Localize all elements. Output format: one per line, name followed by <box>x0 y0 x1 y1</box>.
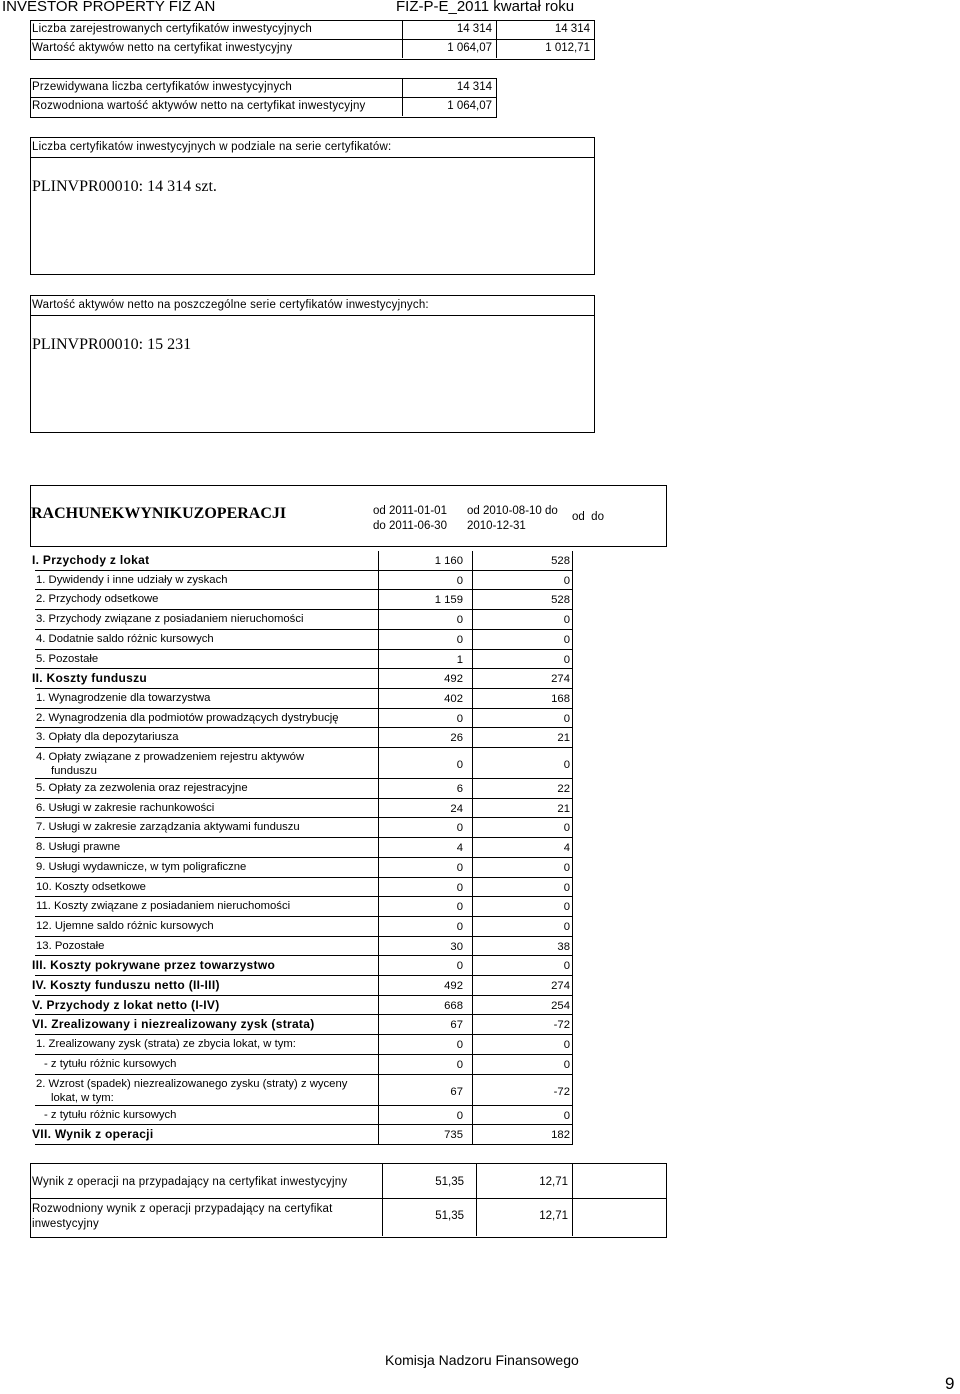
income-row-label <box>36 711 339 725</box>
income-row-label <box>32 1017 315 1031</box>
cert-row-label: Liczba zarejestrowanych certyfikatów inwestycyjnych <box>32 23 312 35</box>
series-nav-value: PLINVPR00010: 15 231 <box>32 336 192 353</box>
income-row-label <box>36 801 214 815</box>
income-row-v1: 0 <box>456 861 463 874</box>
income-row-label-line1: VII. Wynik z operacji <box>32 1127 154 1142</box>
income-row-v1: 0 <box>456 1058 463 1071</box>
diluted-row-label: Przewidywana liczba certyfikatów inwestycyjnych <box>32 81 292 93</box>
col2-from: od 2010-08-10 do <box>467 505 558 517</box>
income-row-label-line1: 7. Usługi w zakresie zarządzania aktywami funduszu <box>36 821 300 834</box>
income-row-label <box>36 1037 296 1051</box>
income-row-v1: 0 <box>456 759 463 771</box>
income-row-v2: 0 <box>563 653 570 666</box>
income-row-v2: 22 <box>557 783 570 795</box>
cert-row-v1: 14 314 <box>456 23 492 35</box>
income-row-v1: 67 <box>450 1085 463 1098</box>
row-divider <box>35 857 572 858</box>
income-row-v1: 67 <box>450 1019 463 1032</box>
income-row-v1: 0 <box>456 614 463 627</box>
column-divider <box>472 551 473 1145</box>
column-divider <box>378 551 379 1145</box>
row-divider <box>35 1124 572 1125</box>
row-divider <box>35 1105 572 1106</box>
income-row-v2: 528 <box>551 594 570 607</box>
income-row-label-line1: I. Przychody z lokat <box>32 553 150 567</box>
income-row-v1: 30 <box>450 940 463 953</box>
income-row-v2: 21 <box>557 802 570 815</box>
fund-name: INVESTOR PROPERTY FIZ AN <box>2 0 216 15</box>
income-row-label-line1: 11. Koszty związane z posiadaniem nieruchomości <box>36 900 291 913</box>
footer-org: Komisja Nadzoru Finansowego <box>385 1352 579 1368</box>
income-row-label-line2: lokat, w tym: <box>51 1091 114 1104</box>
income-row-label <box>36 939 104 953</box>
income-row-label <box>36 750 304 778</box>
income-row-label-line1: VI. Zrealizowany i niezrealizowany zysk (strata) <box>32 1017 315 1032</box>
col3-header: od do <box>572 511 604 523</box>
row-divider <box>35 668 572 669</box>
income-row-v2: -72 <box>553 1019 570 1032</box>
income-row-v1: 0 <box>456 960 463 973</box>
income-row-label <box>36 573 228 587</box>
per-cert-v2: 12,71 <box>539 1176 568 1188</box>
income-row-v1: 0 <box>456 881 463 894</box>
row-divider <box>35 1034 572 1035</box>
cert-row-label: Wartość aktywów netto na certyfikat inwestycyjny <box>32 42 293 54</box>
income-row-v2: 0 <box>563 861 570 874</box>
per-cert-v2: 12,71 <box>539 1210 568 1222</box>
income-row-v2: 0 <box>563 614 570 627</box>
income-row-v1: 1 159 <box>434 594 463 607</box>
row-divider <box>35 589 572 590</box>
income-row-label-line1: 1. Zrealizowany zysk (strata) ze zbycia lokat, w tym: <box>36 1038 296 1051</box>
income-row-label-line1: 8. Usługi prawne <box>36 841 121 854</box>
income-row-label <box>36 840 120 854</box>
income-row-v2: 0 <box>563 759 570 771</box>
income-row-label-line1: 4. Opłaty związane z prowadzeniem rejestru aktywów <box>36 751 305 763</box>
cert-row-v1: 1 064,07 <box>447 42 492 54</box>
income-row-label <box>32 553 149 567</box>
income-row-v1: 492 <box>444 673 463 686</box>
col2-to: 2010-12-31 <box>467 520 526 532</box>
income-row-v2: 0 <box>563 881 570 894</box>
row-divider <box>35 629 572 630</box>
income-row-label-line1: V. Przychody z lokat netto (I-IV) <box>32 997 220 1012</box>
income-row-label <box>36 880 146 894</box>
income-row-v1: 0 <box>456 920 463 933</box>
diluted-row-v1: 1 064,07 <box>447 100 492 112</box>
row-divider <box>35 955 572 956</box>
row-divider <box>35 1014 572 1015</box>
row-divider <box>35 778 572 779</box>
income-row-v2: 274 <box>551 980 570 992</box>
income-row-v2: 0 <box>563 960 570 973</box>
income-row-v2: 0 <box>563 920 570 933</box>
income-row-v1: 0 <box>456 574 463 587</box>
income-row-label <box>32 958 275 972</box>
income-row-v2: 0 <box>563 1039 570 1052</box>
income-row-v1: 24 <box>450 802 463 815</box>
income-row-v2: 0 <box>563 1109 570 1122</box>
row-divider <box>35 688 572 689</box>
income-row-v2: 0 <box>563 574 570 587</box>
income-row-label <box>44 1108 176 1122</box>
report-id: FIZ-P-E_2011 kwartał roku <box>396 0 575 15</box>
income-row-v1: 402 <box>444 692 463 705</box>
per-cert-v1: 51,35 <box>435 1176 464 1188</box>
row-divider <box>35 609 572 610</box>
row-divider <box>35 1054 572 1055</box>
income-row-v2: 168 <box>551 692 570 705</box>
income-row-label-line1: - z tytułu różnic kursowych <box>44 1057 177 1070</box>
per-cert-v1: 51,35 <box>435 1210 464 1222</box>
income-row-v2: 0 <box>563 1058 570 1071</box>
col1-from: od 2011-01-01 <box>373 505 447 517</box>
row-divider <box>35 747 572 748</box>
income-row-label <box>32 1127 153 1141</box>
income-row-label-line1: - z tytułu różnic kursowych <box>44 1108 177 1121</box>
row-divider <box>35 975 572 976</box>
income-row-label <box>36 820 300 834</box>
income-row-label <box>36 919 214 933</box>
income-row-label-line1: 12. Ujemne saldo różnic kursowych <box>36 919 214 932</box>
row-divider <box>35 727 572 728</box>
income-row-v2: 0 <box>563 633 570 646</box>
income-row-v1: 4 <box>456 842 463 855</box>
income-row-label-line1: 13. Pozostałe <box>36 939 105 952</box>
income-row-label-line1: III. Koszty pokrywane przez towarzystwo <box>32 958 276 973</box>
row-divider <box>35 837 572 838</box>
income-row-v1: 668 <box>444 999 463 1012</box>
income-row-label-line1: 10. Koszty odsetkowe <box>36 880 146 893</box>
income-row-label <box>36 730 179 744</box>
income-row-v1: 1 <box>456 653 463 666</box>
income-row-label <box>36 860 246 874</box>
income-row-label <box>36 691 210 705</box>
series-nav-title: Wartość aktywów netto na poszczególne serie certyfikatów inwestycyjnych: <box>32 299 429 311</box>
income-row-label-line1: 1. Dywidendy i inne udziały w zyskach <box>36 573 228 586</box>
income-row-label-line1: 5. Opłaty za zezwolenia oraz rejestracyjne <box>36 782 248 794</box>
per-cert-label-line2: inwestycyjny <box>32 1218 99 1230</box>
income-row-v1: 735 <box>444 1129 463 1142</box>
income-row-label <box>36 592 158 606</box>
row-divider <box>35 896 572 897</box>
row-divider <box>35 877 572 878</box>
income-row-label-line1: 2. Przychody odsetkowe <box>36 593 159 606</box>
row-divider <box>35 936 572 937</box>
income-row-v1: 492 <box>444 980 463 992</box>
income-row-label <box>36 612 304 626</box>
row-divider <box>35 708 572 709</box>
income-row-v2: 4 <box>563 842 570 855</box>
income-row-label <box>36 652 98 666</box>
series-count-title: Liczba certyfikatów inwestycyjnych w podziale na serie certyfikatów: <box>32 141 392 153</box>
income-row-label-line1: 2. Wynagrodzenia dla podmiotów prowadzących dystrybucję <box>36 711 339 724</box>
income-row-label <box>32 671 147 685</box>
income-row-label-line1: 5. Pozostałe <box>36 652 99 665</box>
income-row-v1: 6 <box>456 783 463 795</box>
income-row-label <box>32 978 220 992</box>
column-divider <box>572 551 573 1145</box>
income-row-label <box>36 1077 347 1105</box>
row-divider <box>35 995 572 996</box>
row-divider <box>35 817 572 818</box>
income-row-label-line1: 3. Opłaty dla depozytariusza <box>36 731 179 744</box>
income-row-v1: 0 <box>456 633 463 646</box>
col1-to: do 2011-06-30 <box>373 520 447 532</box>
income-row-label-line1: 4. Dodatnie saldo różnic kursowych <box>36 632 214 645</box>
income-row-v2: -72 <box>553 1085 570 1098</box>
income-row-v1: 26 <box>450 732 463 745</box>
income-row-label-line1: 9. Usługi wydawnicze, w tym poligraficzne <box>36 860 247 873</box>
income-row-v1: 0 <box>456 1039 463 1052</box>
row-divider <box>35 798 572 799</box>
income-row-label <box>36 781 248 795</box>
income-row-label-line1: IV. Koszty funduszu netto (II-III) <box>32 978 220 992</box>
income-row-v1: 0 <box>456 822 463 835</box>
income-title: RACHUNEKWYNIKUZOPERACJI <box>31 505 287 522</box>
income-row-v2: 254 <box>551 999 570 1012</box>
income-row-v2: 0 <box>563 712 570 725</box>
diluted-row-v1: 14 314 <box>456 81 492 93</box>
income-row-label-line2: funduszu <box>51 765 97 777</box>
income-row-label-line1: 6. Usługi w zakresie rachunkowości <box>36 801 215 814</box>
per-cert-label <box>32 1202 333 1232</box>
income-row-label-line1: II. Koszty funduszu <box>32 671 148 686</box>
income-row-v1: 0 <box>456 1109 463 1122</box>
diluted-row-label: Rozwodniona wartość aktywów netto na certyfikat inwestycyjny <box>32 100 366 112</box>
income-row-v2: 528 <box>551 555 570 567</box>
page-number: 9 <box>945 1374 955 1393</box>
income-row-label <box>44 1057 176 1071</box>
row-divider <box>35 570 572 571</box>
income-row-label-line1: 3. Przychody związane z posiadaniem nieruchomości <box>36 613 304 626</box>
income-row-v1: 0 <box>456 901 463 914</box>
income-row-label <box>36 899 290 913</box>
cert-row-v2: 1 012,71 <box>545 42 590 54</box>
per-cert-label-line1: Rozwodniony wynik z operacji przypadający na certyfikat <box>32 1203 333 1215</box>
income-row-v2: 182 <box>551 1129 570 1142</box>
row-divider <box>35 649 572 650</box>
row-divider <box>35 1144 572 1145</box>
per-cert-label: Wynik z operacji na przypadający na certyfikat inwestycyjny <box>32 1176 348 1188</box>
income-row-v1: 0 <box>456 712 463 725</box>
row-divider <box>35 916 572 917</box>
income-row-v2: 0 <box>563 901 570 914</box>
income-row-label-line1: 1. Wynagrodzenie dla towarzystwa <box>36 691 211 704</box>
income-row-v2: 274 <box>551 673 570 686</box>
income-row-v1: 1 160 <box>434 555 463 567</box>
cert-row-v2: 14 314 <box>554 23 590 35</box>
income-row-v2: 21 <box>557 732 570 745</box>
row-divider <box>35 1074 572 1075</box>
income-row-v2: 0 <box>563 822 570 835</box>
income-row-v2: 38 <box>557 940 570 953</box>
income-row-label <box>32 998 220 1012</box>
series-count-value: PLINVPR00010: 14 314 szt. <box>32 178 217 195</box>
income-row-label-line1: 2. Wzrost (spadek) niezrealizowanego zysku (straty) z wyceny <box>36 1077 348 1090</box>
income-row-label <box>36 632 214 646</box>
